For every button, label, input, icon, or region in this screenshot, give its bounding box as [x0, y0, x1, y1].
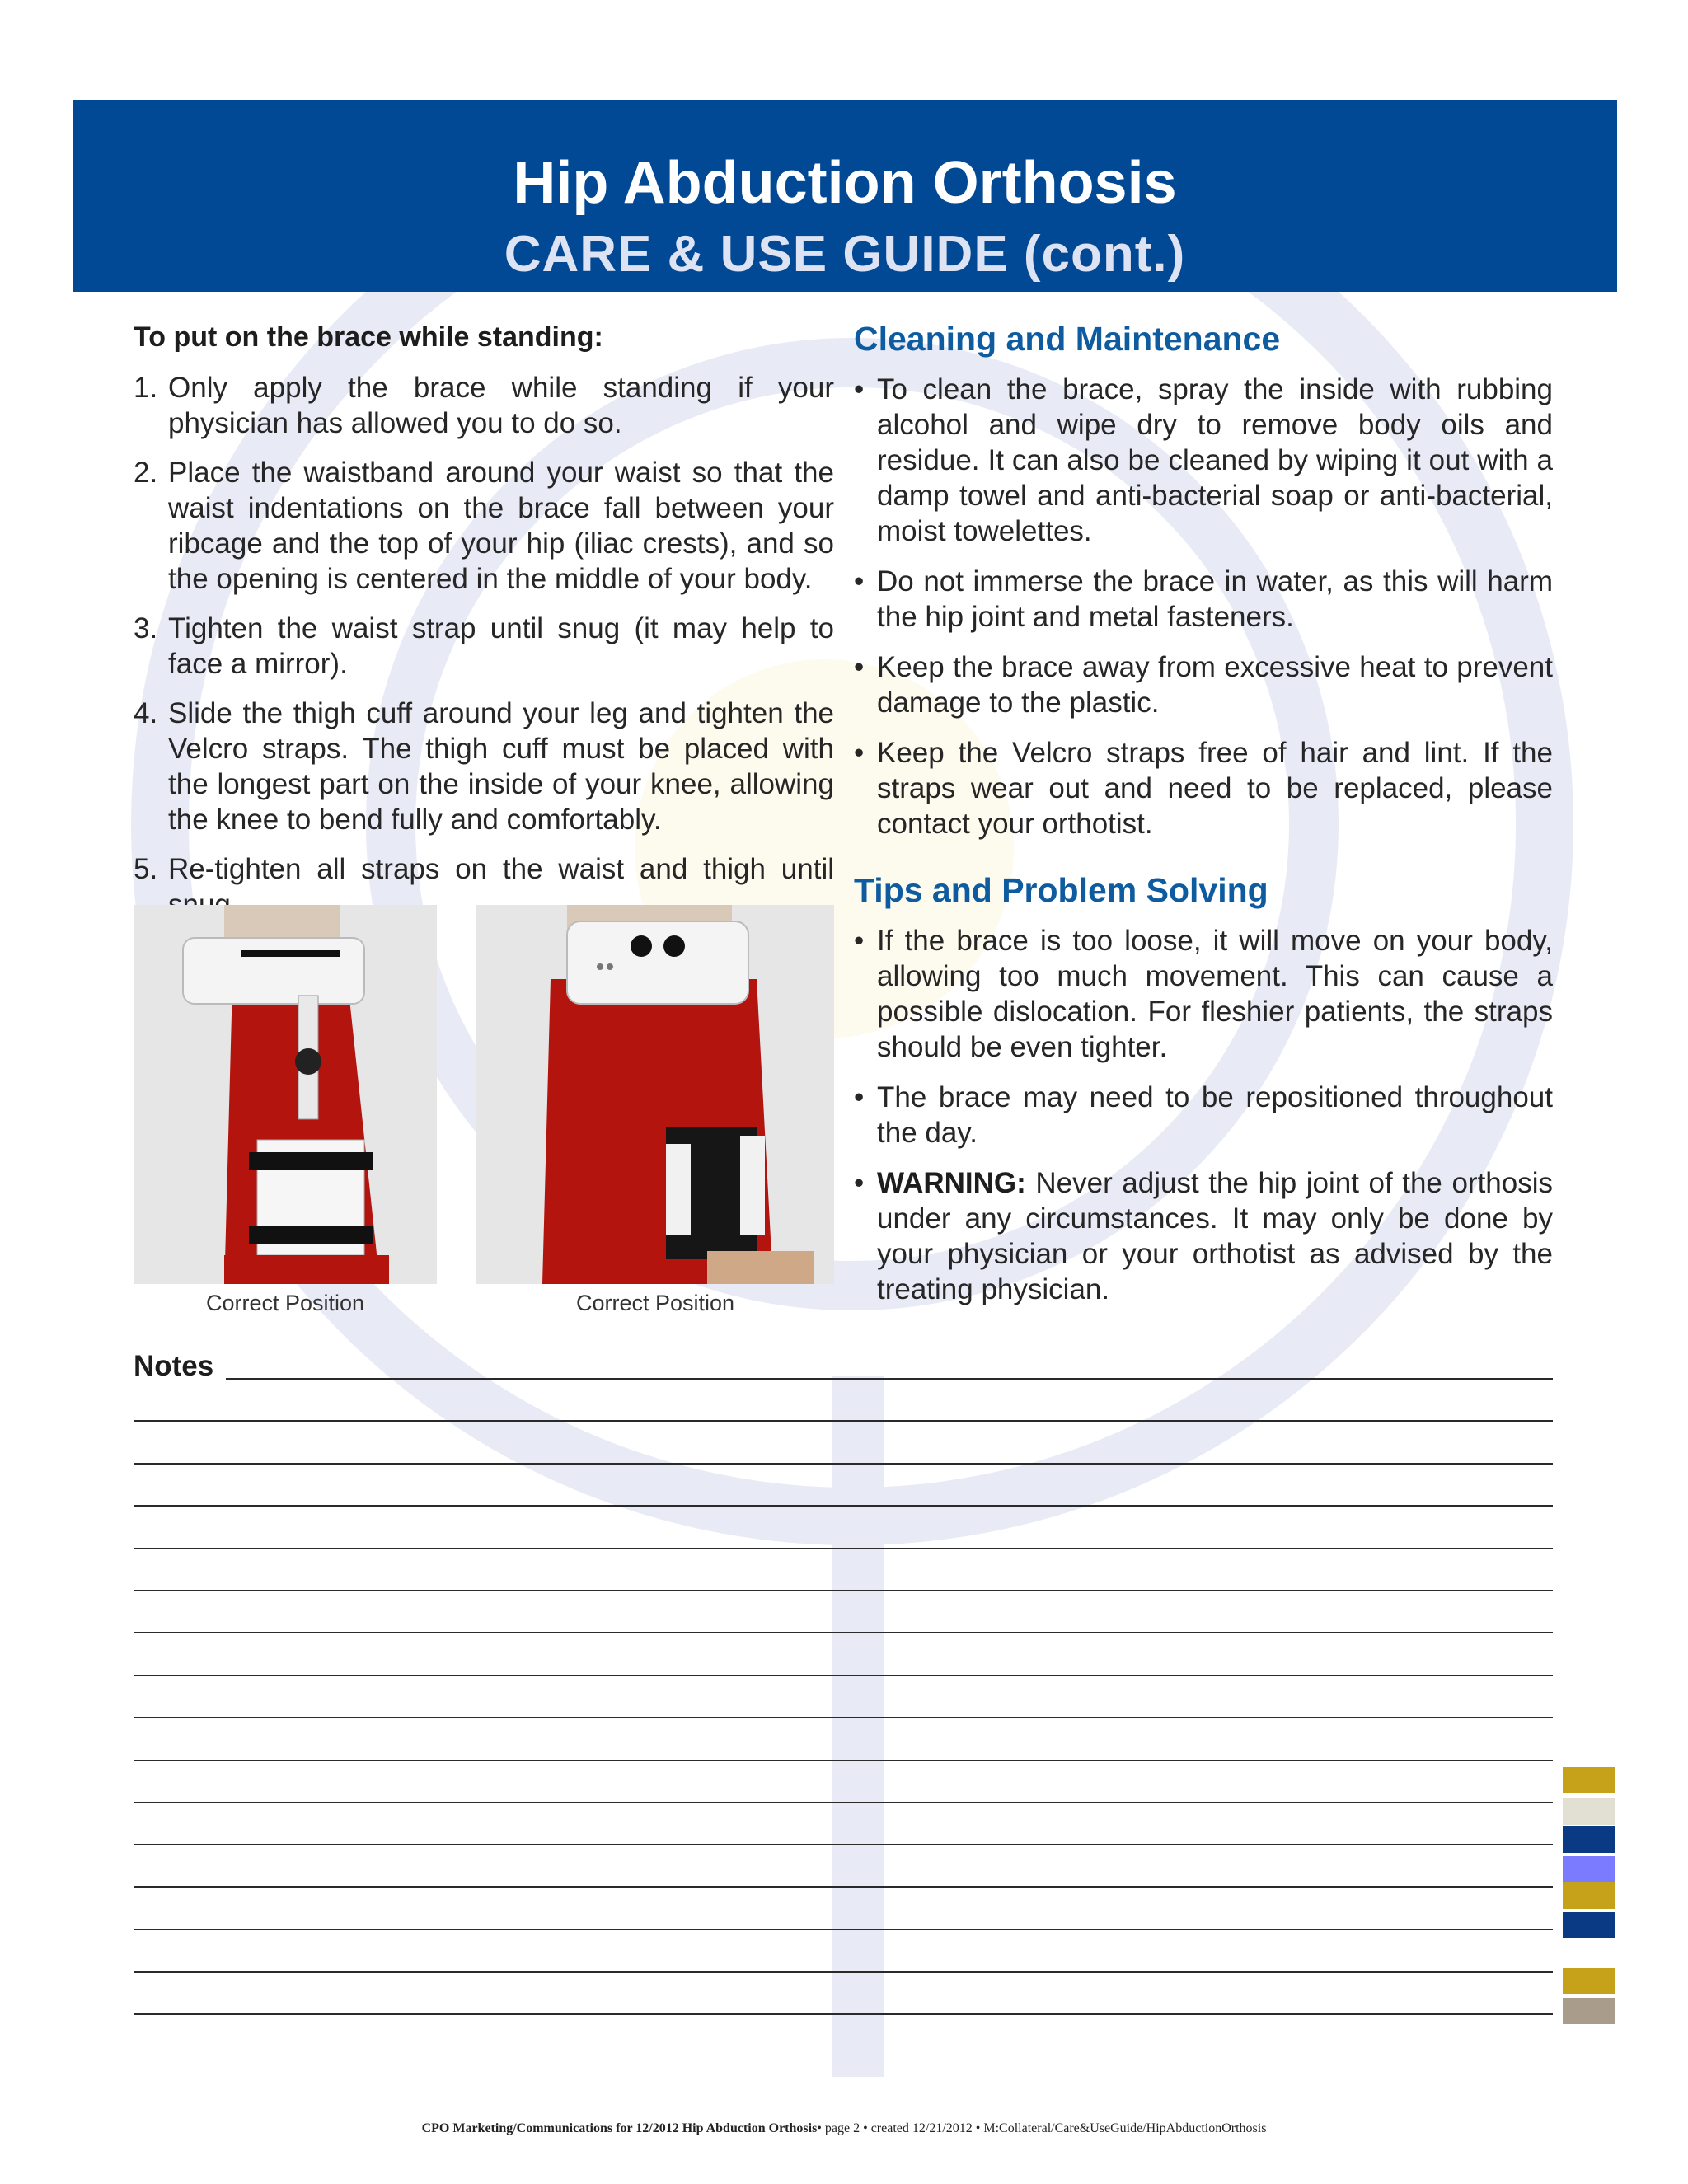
list-item: 1. Only apply the brace while standing if your physician has allowed you to do so.: [134, 372, 834, 439]
notes-line: [134, 1463, 1553, 1465]
care-sections: [854, 320, 1553, 1322]
notes-line: [134, 1505, 1553, 1507]
brace-side-view-photo: [134, 905, 437, 1284]
page-title: Hip Abduction Orthosis: [513, 150, 1177, 216]
warning-label: WARNING:: [877, 1167, 1026, 1199]
page-subtitle: CARE & USE GUIDE (cont.): [504, 226, 1186, 283]
footer: [0, 2121, 1688, 2136]
color-swatch: [1563, 1798, 1615, 1825]
list-item: • The brace may need to be repositioned throughout the day.: [854, 1081, 1553, 1149]
color-swatch: [1563, 1912, 1615, 1938]
tips-bullets: [854, 923, 1553, 1307]
list-item: 4. Slide the thigh cuff around your leg and tighten the Velcro straps. The thigh cuff must be placed with the longest part on the inside of your knee, allowing the knee to bend fully and comfortably.: [134, 697, 834, 836]
notes-line: [134, 1675, 1553, 1676]
color-swatch: [1563, 1882, 1615, 1909]
notes-line: [134, 1420, 1553, 1422]
notes-line: [134, 1844, 1553, 1845]
color-swatch: [1563, 1856, 1615, 1882]
cleaning-title: Cleaning and Maintenance: [854, 320, 1281, 358]
color-swatch: [1563, 1998, 1615, 2024]
notes-line: [134, 1886, 1553, 1888]
list-item: 2. Place the waistband around your waist so that the waist indentations on the brace fall between your ribcage and the top of your hip (iliac crests), and so the opening is centered in the middle of your body.: [134, 457, 834, 595]
notes-line: [134, 1717, 1553, 1718]
notes-label: Notes: [134, 1350, 214, 1382]
brace-back-view-photo: [476, 905, 834, 1284]
list-item: • To clean the brace, spray the inside with rubbing alcohol and wipe dry to remove body oils and residue. It can also be cleaned by wiping it out with a damp towel and anti-bacterial soap or anti-bacterial, moist towelettes.: [854, 373, 1553, 547]
notes-line: [134, 2013, 1553, 2015]
standing-steps: [134, 370, 834, 922]
photo-caption: Correct Position: [205, 1291, 365, 1315]
standing-instructions: [134, 321, 834, 936]
tips-title: Tips and Problem Solving: [854, 871, 1268, 909]
list-item: 3. Tighten the waist strap until snug (it may help to face a mirror).: [134, 612, 834, 680]
color-swatch: [1563, 1767, 1615, 1793]
notes-line: [134, 1548, 1553, 1549]
list-item: 5. Re-tighten all straps on the waist and thigh until: [134, 853, 834, 885]
list-item: • Keep the Velcro straps free of hair and lint. If the straps wear out and need to be replaced, please contact your orthotist.: [854, 737, 1553, 840]
warning-item: • WARNING: Never adjust the hip joint of the orthosis under any circumstances. It may only be done by your physician or your orthotist as advised by the treating physician.: [854, 1167, 1553, 1305]
footer-bold: CPO Marketing/Communications for 12/2012 Hip Abduction Orthosis: [421, 2121, 818, 2135]
notes-line: [134, 1590, 1553, 1591]
header-banner: [73, 100, 1617, 292]
notes-line: [134, 1929, 1553, 1930]
photo-caption: Correct Position: [575, 1291, 735, 1315]
list-item: • Do not immerse the brace in water, as this will harm the hip joint and metal fasteners.: [854, 565, 1553, 633]
color-swatch: [1563, 1968, 1615, 1994]
standing-heading: To put on the brace while standing:: [134, 321, 603, 353]
notes-line: [134, 1632, 1553, 1633]
list-item: • If the brace is too loose, it will move on your body, allowing too much movement. This can cause a possible dislocation. For fleshier patients, the straps should be even tighter.: [854, 925, 1553, 1063]
notes-line: [226, 1378, 1553, 1380]
list-item: • Keep the brace away from excessive heat to prevent damage to the plastic.: [854, 651, 1553, 719]
cleaning-bullets: [854, 372, 1553, 841]
color-swatch: [1563, 1826, 1615, 1853]
notes-line: [134, 1802, 1553, 1803]
footer-rest: • page 2 • created 12/21/2012 • M:Collateral/Care&UseGuide/HipAbductionOrthosis: [817, 2121, 1267, 2135]
notes-line: [134, 1971, 1553, 1973]
photo-row: [134, 905, 834, 1317]
notes-line: [134, 1760, 1553, 1761]
